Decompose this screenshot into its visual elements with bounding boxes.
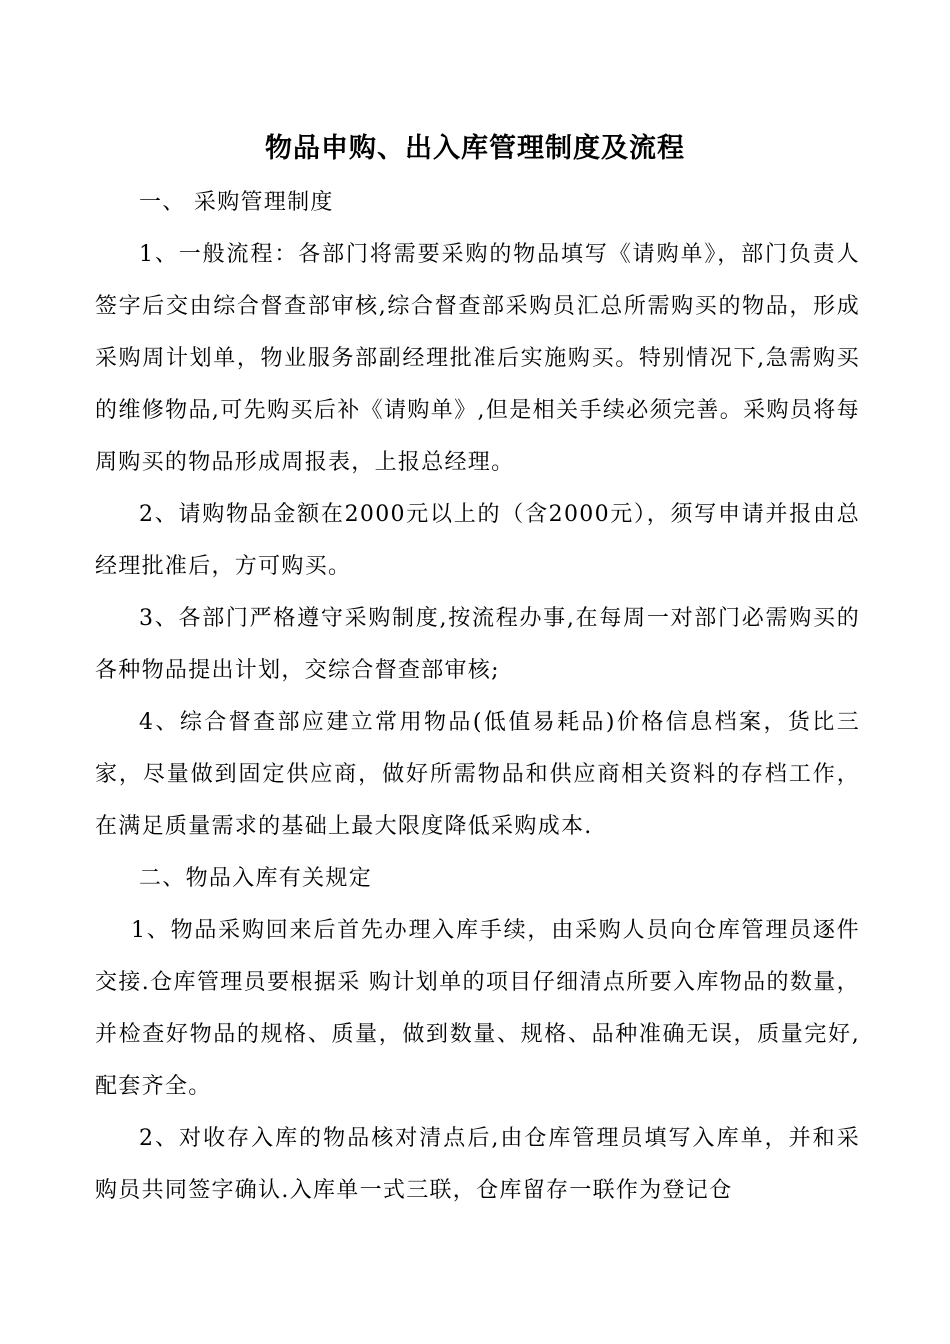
paragraph-department-compliance: 3、各部门严格遵守采购制度,按流程办事,在每周一对部门必需购买的各种物品提出计划，交综合督查部审核; <box>95 606 860 683</box>
paragraph-amount-approval: 2、请购物品金额在2000元以上的（含2000元），须写申请并报由总经理批准后，方可购买。 <box>95 502 860 579</box>
paragraph-entry-handover: 1、物品采购回来后首先办理入库手续，由采购人员向仓库管理员逐件交接.仓库管理员要根据采 购计划单的项目仔细清点所要入库物品的数量，并检查好物品的规格、质量，做到数量、规格、品种准确无误，质量完好,配套齐全。 <box>95 918 860 1099</box>
paragraph-entry-receipt: 2、对收存入库的物品核对清点后,由仓库管理员填写入库单，并和采购员共同签字确认.入库单一式三联，仓库留存一联作为登记仓 <box>95 1126 860 1203</box>
document-body <box>95 177 860 1217</box>
section-heading-warehouse-entry: 二、物品入库有关规定 <box>139 866 373 891</box>
document-title: 物品申购、出入库管理制度及流程 <box>265 133 685 164</box>
paragraph-price-archive: 4、综合督查部应建立常用物品(低值易耗品)价格信息档案，货比三家，尽量做到固定供应商，做好所需物品和供应商相关资料的存档工作，在满足质量需求的基础上最大限度降低采购成本. <box>95 710 860 839</box>
section-heading-procurement: 一、 采购管理制度 <box>139 190 334 215</box>
paragraph-general-process: 1、一般流程：各部门将需要采购的物品填写《请购单》，部门负责人签字后交由综合督查部审核,综合督查部采购员汇总所需购买的物品，形成采购周计划单，物业服务部副经理批准后实施购买。特别情况下,急需购买的维修物品,可先购买后补《请购单》,但是相关手续必须完善。采购员将每周购买的物品形成周报表，上报总经理。 <box>95 242 860 475</box>
